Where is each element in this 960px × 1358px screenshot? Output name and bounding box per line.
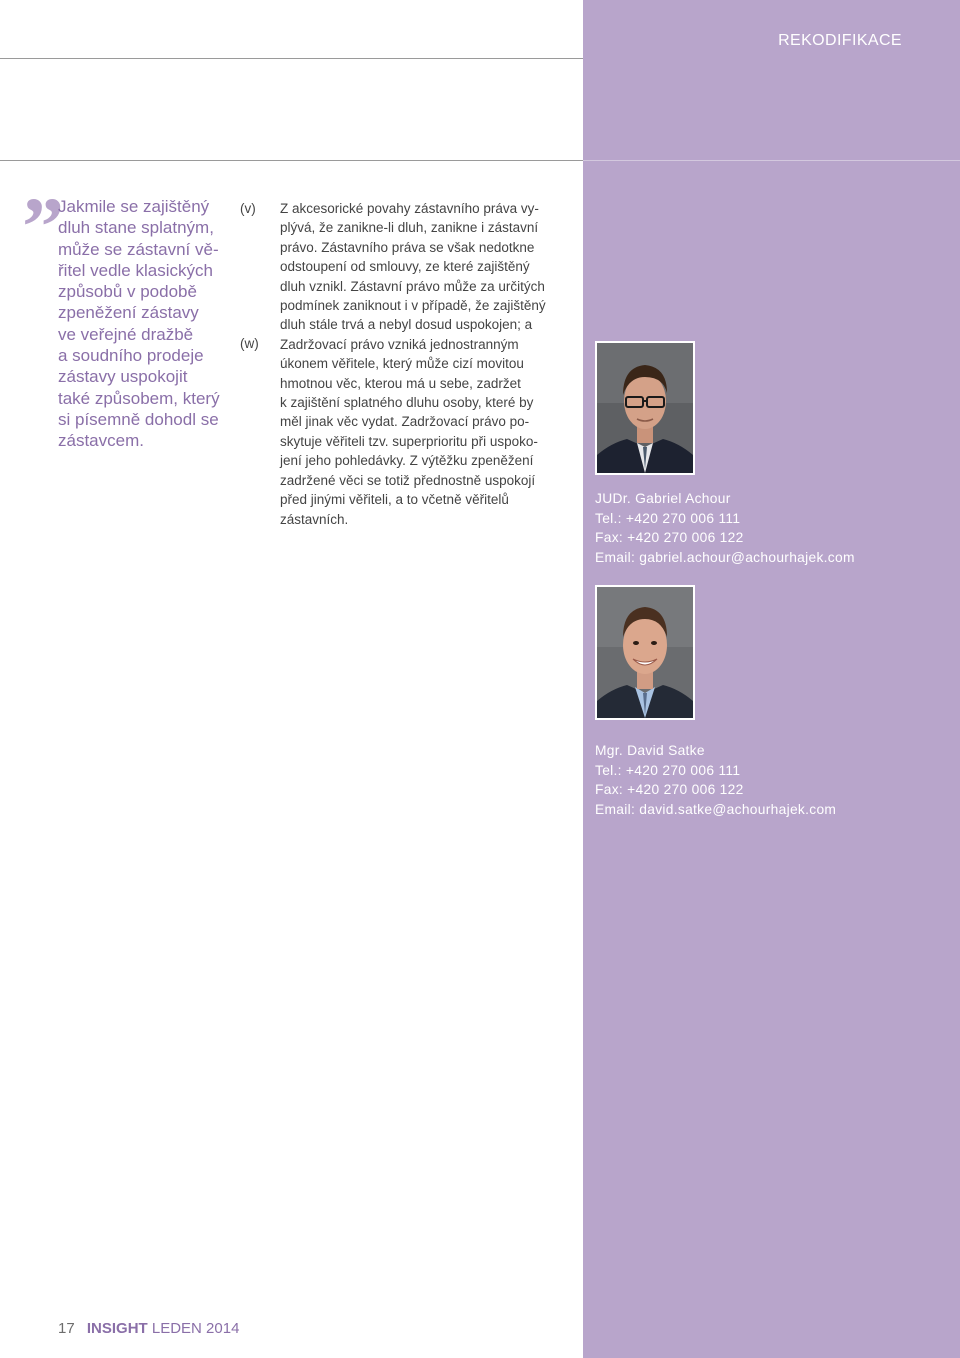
magazine-name: INSIGHT bbox=[86, 1320, 148, 1337]
contact-satke bbox=[595, 741, 836, 819]
sidebar-divider bbox=[583, 160, 960, 161]
list-marker-v: (v) bbox=[240, 201, 256, 216]
pull-quote-line: způsobů v podobě bbox=[58, 282, 197, 302]
pull-quote-line: ve veřejné dražbě bbox=[58, 324, 194, 344]
pull-quote-line: může se zástavní vě- bbox=[58, 239, 219, 259]
body-line: Z akcesorické povahy zástavního práva vy- bbox=[280, 201, 539, 216]
contact-fax: Fax: +420 270 006 122 bbox=[595, 530, 744, 545]
portrait-image bbox=[597, 587, 693, 718]
body-line: před jinými věřiteli, a to včetně věřitelů bbox=[280, 492, 509, 508]
list-marker-w: (w) bbox=[240, 336, 259, 351]
portrait-photo-satke bbox=[595, 585, 695, 720]
pull-quote bbox=[58, 196, 236, 452]
body-line: odstoupení od smlouvy, ze které zajištěný bbox=[280, 259, 530, 275]
pull-quote-line: zástavy uspokojit bbox=[58, 367, 188, 387]
body-text bbox=[280, 199, 570, 529]
body-line: dluh stále trvá a nebyl dosud uspokojen; a bbox=[280, 317, 533, 333]
body-line: jení jeho pohledávky. Z výtěžku zpeněžení bbox=[280, 453, 534, 469]
body-line: úkonem věřitele, který může cizí movitou bbox=[280, 356, 524, 372]
quote-mark-icon: ” bbox=[22, 181, 64, 274]
body-line: zástavních. bbox=[280, 511, 349, 527]
issue-label: LEDEN 2014 bbox=[151, 1320, 240, 1337]
body-line: podmínek zaniknout i v případě, že zajištěný bbox=[280, 298, 546, 314]
body-line: k zajištění splatného dluhu osoby, které by bbox=[280, 395, 534, 411]
contact-achour bbox=[595, 489, 855, 567]
section-label: REKODIFIKACE bbox=[778, 32, 902, 49]
pull-quote-line: také způsobem, který bbox=[58, 388, 220, 408]
contact-tel[interactable]: Tel.: +420 270 006 111 bbox=[595, 762, 741, 778]
page-number: 17 bbox=[58, 1320, 75, 1337]
contact-fax: Fax: +420 270 006 122 bbox=[595, 782, 744, 797]
body-line: plývá, že zanikne-li dluh, zanikne i zástavní bbox=[280, 220, 539, 236]
contact-name: Mgr. David Satke bbox=[595, 743, 705, 758]
contact-name: JUDr. Gabriel Achour bbox=[595, 491, 731, 506]
contact-email[interactable]: Email: gabriel.achour@achourhajek.com bbox=[595, 549, 855, 565]
contact-email[interactable]: Email: david.satke@achourhajek.com bbox=[595, 801, 837, 817]
pull-quote-line: si písemně dohodl se bbox=[58, 409, 219, 429]
pull-quote-line: dluh stane splatným, bbox=[58, 218, 214, 238]
body-line: hmotnou věc, kterou má u sebe, zadržet bbox=[280, 375, 521, 391]
body-line: skytuje věřiteli tzv. superprioritu při uspoko- bbox=[280, 433, 538, 449]
portrait-image bbox=[597, 343, 693, 473]
body-line: právo. Zástavního práva se však nedotkne bbox=[280, 239, 535, 255]
body-line: dluh vznikl. Zástavní právo může za určitých bbox=[280, 278, 545, 294]
pull-quote-line: zástavcem. bbox=[58, 431, 144, 451]
pull-quote-line: a soudního prodeje bbox=[58, 346, 204, 366]
contact-tel[interactable]: Tel.: +420 270 006 111 bbox=[595, 510, 741, 526]
pull-quote-line: zpeněžení zástavy bbox=[58, 303, 199, 323]
body-line: Zadržovací právo vzniká jednostranným bbox=[280, 336, 519, 352]
pull-quote-line: řitel vedle klasických bbox=[58, 260, 213, 280]
page-footer bbox=[58, 1320, 239, 1337]
top-divider bbox=[0, 58, 583, 59]
portrait-photo-achour bbox=[595, 341, 695, 475]
content-divider bbox=[0, 160, 583, 161]
body-line: zadržené věci se totiž přednostně uspokojí bbox=[280, 472, 536, 488]
pull-quote-line: Jakmile se zajištěný bbox=[58, 197, 210, 216]
body-line: měl jinak věc vydat. Zadržovací právo po- bbox=[280, 414, 530, 430]
